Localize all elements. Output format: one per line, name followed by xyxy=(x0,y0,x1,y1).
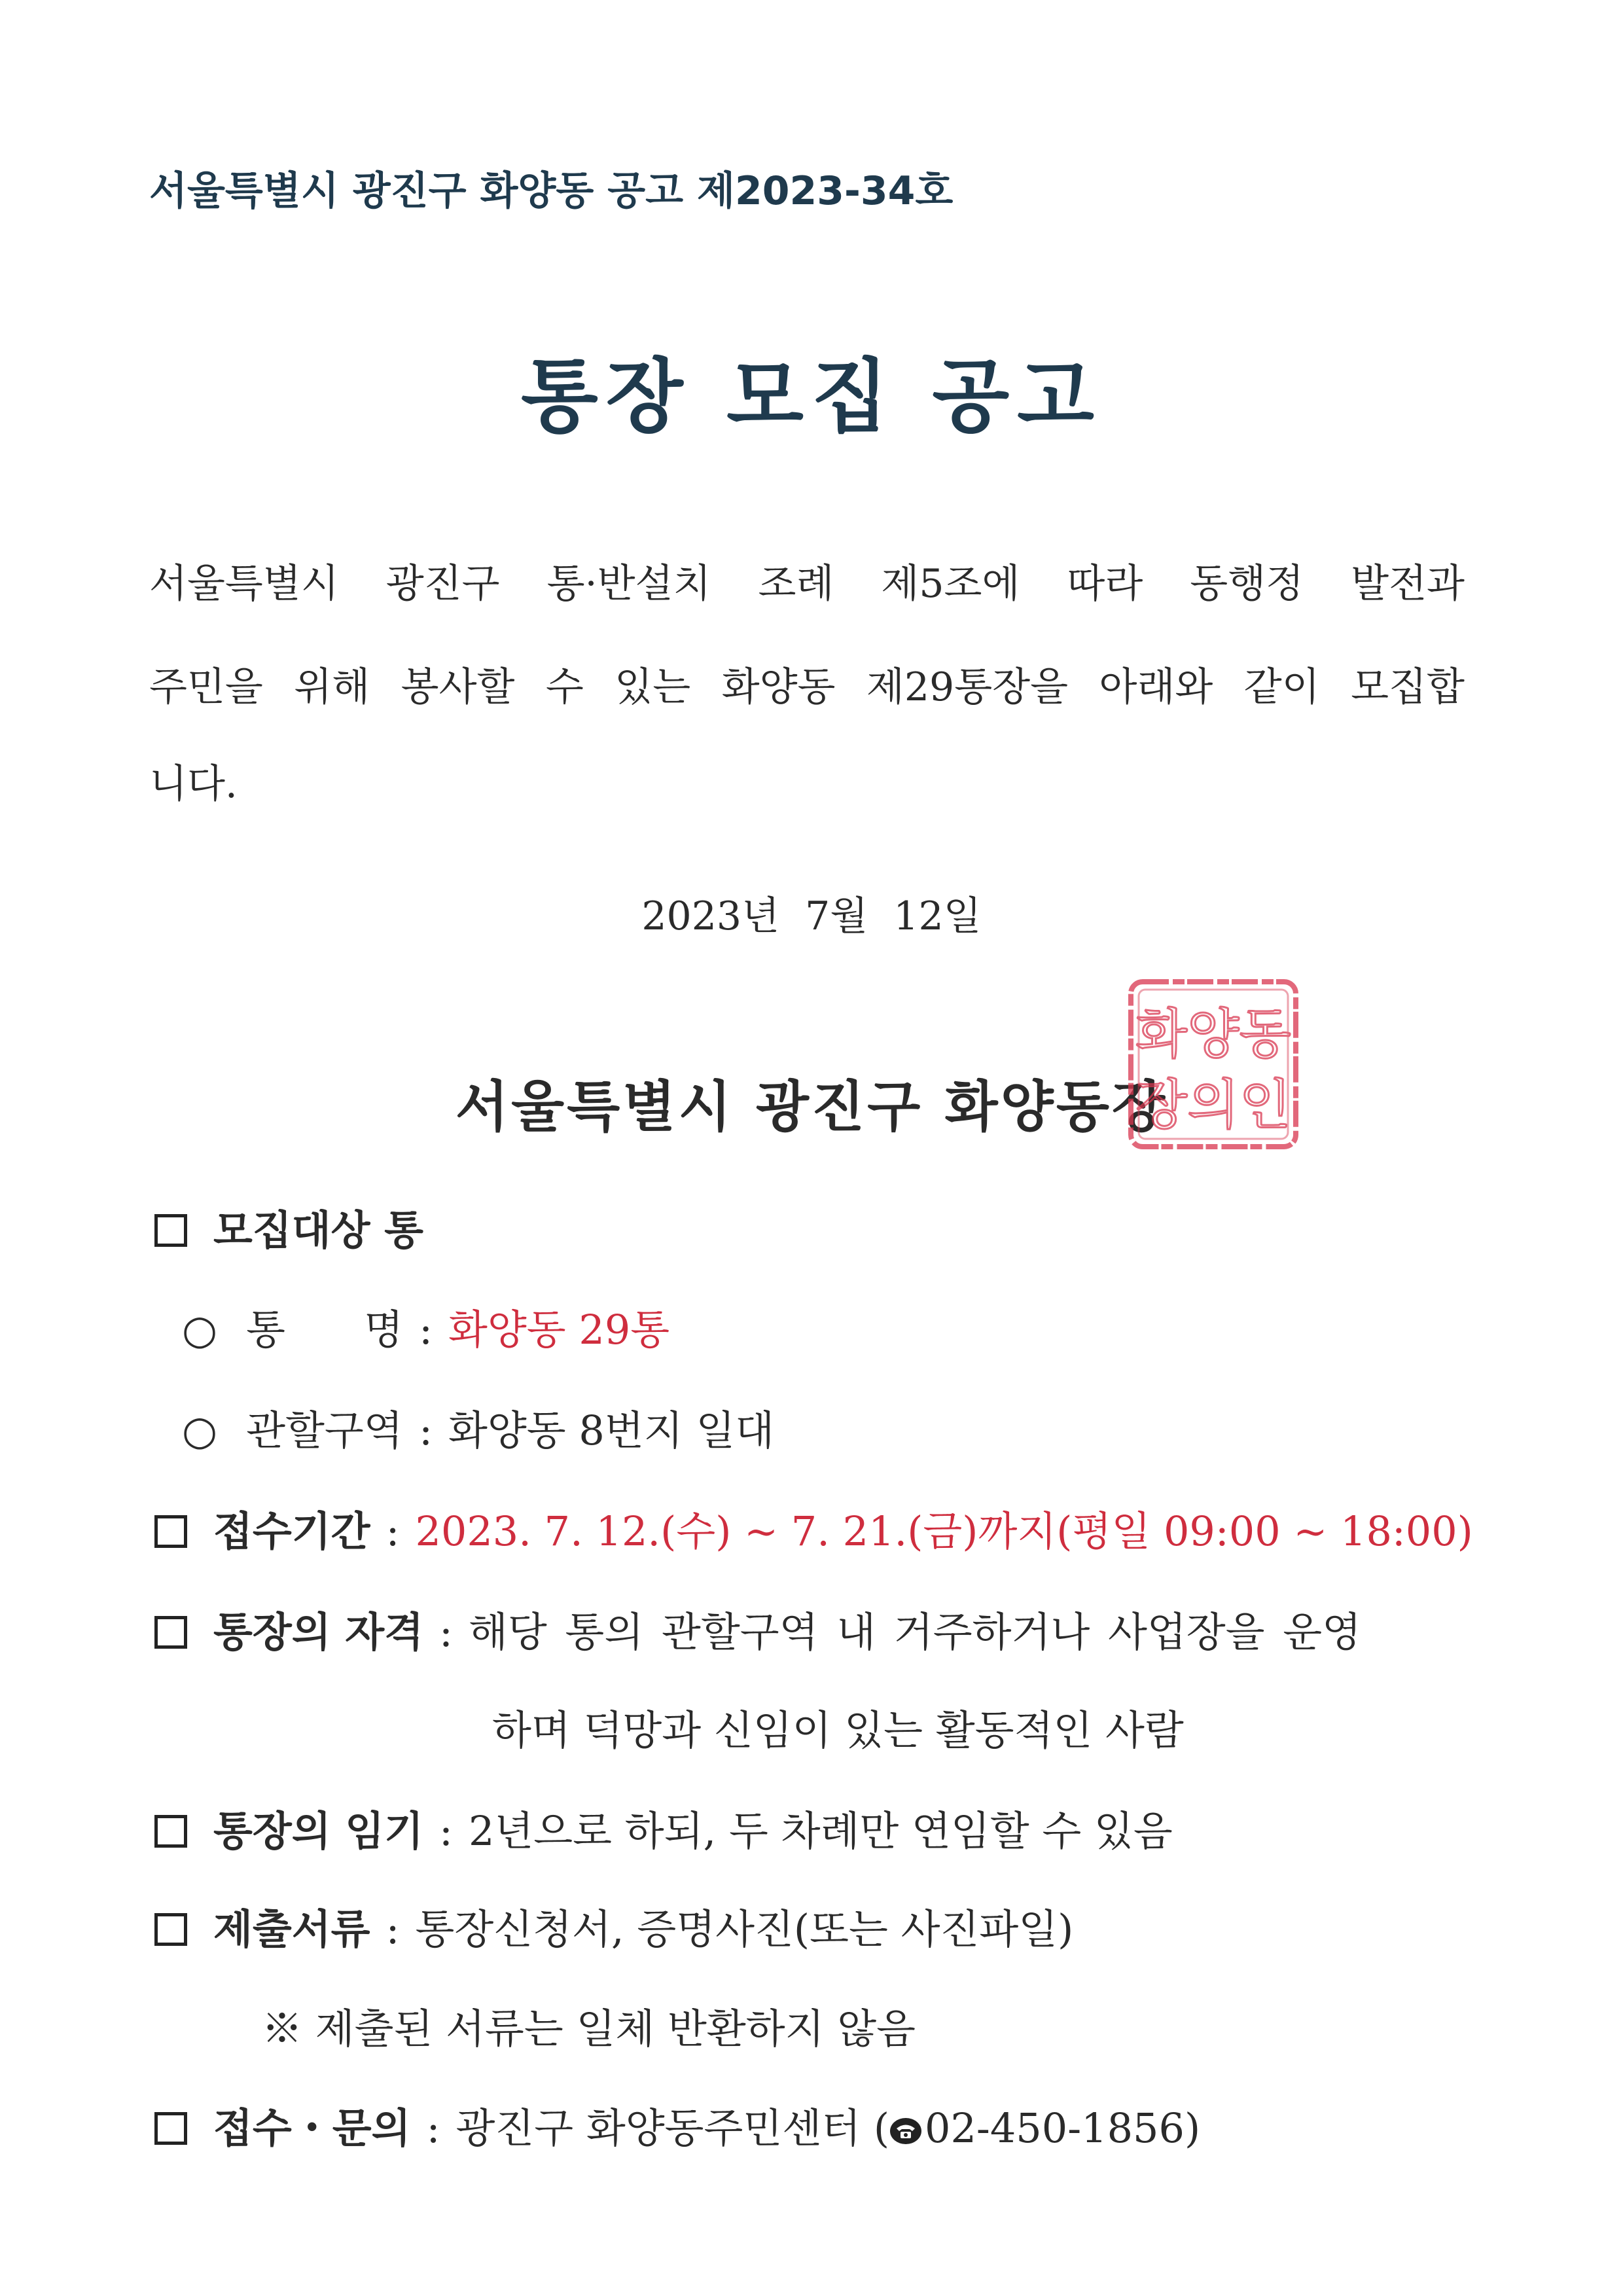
checkbox-square-icon xyxy=(154,2112,187,2145)
notice-date: 2023년 7월 12일 xyxy=(641,893,982,939)
telephone-icon xyxy=(889,2117,922,2145)
checkbox-square-icon xyxy=(154,1815,187,1848)
section-heading: 통장의 자격 xyxy=(213,1608,424,1656)
document-title: 통장 모집 공고 xyxy=(520,350,1103,443)
checkbox-square-icon xyxy=(154,1616,187,1649)
body-paragraph-line-2: 주민을 위해 봉사할 수 있는 화양동 제29통장을 아래와 같이 모집합 xyxy=(149,664,1465,710)
list-item-jurisdiction xyxy=(182,1398,774,1456)
official-seal-stamp xyxy=(1122,973,1305,1156)
section-documents xyxy=(154,1897,1073,1955)
issuer-name: 서울특별시 광진구 화양동장 xyxy=(455,1074,1168,1139)
term-value: 2년으로 하되, 두 차례만 연임할 수 있음 xyxy=(468,1807,1173,1855)
checkbox-square-icon xyxy=(154,1515,187,1548)
body-paragraph-line-3: 니다. xyxy=(149,761,238,807)
list-item-district-name xyxy=(182,1297,669,1355)
section-contact: 접수・문의 : 광진구 화양동주민센터 ( 02-450-1856) xyxy=(154,2096,1200,2154)
section-heading: 접수・문의 xyxy=(213,2104,411,2152)
section-term xyxy=(154,1799,1173,1857)
colon-separator: : xyxy=(439,1608,453,1656)
circle-bullet-icon: ○ xyxy=(182,1306,218,1354)
colon-separator: : xyxy=(426,2104,440,2152)
body-paragraph-line-1: 서울특별시 광진구 통·반설치 조례 제5조에 따라 동행정 발전과 xyxy=(149,561,1465,607)
item-label: 통 명 xyxy=(246,1306,404,1354)
documents-value: 통장신청서, 증명사진(또는 사진파일) xyxy=(415,1905,1074,1953)
period-value: 2023. 7. 12.(수) ~ 7. 21.(금)까지(평일 09:00 ~ 18:00) xyxy=(415,1507,1473,1555)
seal-line-1: 화양동 xyxy=(1135,1003,1291,1066)
qualification-line-1: 해당 통의 관할구역 내 거주하거나 사업장을 운영 xyxy=(468,1608,1362,1656)
colon-separator: : xyxy=(439,1807,453,1855)
section-qualification xyxy=(154,1600,1361,1658)
section-heading: 제출서류 xyxy=(213,1905,370,1953)
section-application-period xyxy=(154,1499,1473,1557)
colon-separator: : xyxy=(419,1306,433,1354)
qualification-line-2: 하며 덕망과 신임이 있는 활동적인 사람 xyxy=(492,1706,1184,1754)
colon-separator: : xyxy=(419,1407,433,1454)
colon-separator: : xyxy=(385,1905,400,1953)
colon-separator: : xyxy=(385,1507,400,1555)
seal-line-2: 장의인 xyxy=(1135,1074,1291,1136)
contact-phone: 02-450-1856 xyxy=(925,2104,1185,2152)
checkbox-square-icon xyxy=(154,1214,187,1247)
notice-number: 서울특별시 광진구 화양동 공고 제2023-34호 xyxy=(149,168,954,214)
item-label: 관할구역 xyxy=(246,1407,403,1454)
circle-bullet-icon: ○ xyxy=(182,1407,218,1454)
section-heading: 모집대상 통 xyxy=(213,1206,424,1254)
checkbox-square-icon xyxy=(154,1913,187,1946)
contact-office: 광진구 화양동주민센터 xyxy=(455,2104,861,2152)
item-value-highlight: 화양동 29통 xyxy=(448,1306,670,1354)
section-heading: 통장의 임기 xyxy=(213,1807,424,1855)
item-value: 화양동 8번지 일대 xyxy=(448,1407,775,1454)
section-recruit-target xyxy=(154,1198,423,1256)
documents-note: ※ 제출된 서류는 일체 반환하지 않음 xyxy=(262,2005,916,2053)
section-heading: 접수기간 xyxy=(213,1507,370,1555)
